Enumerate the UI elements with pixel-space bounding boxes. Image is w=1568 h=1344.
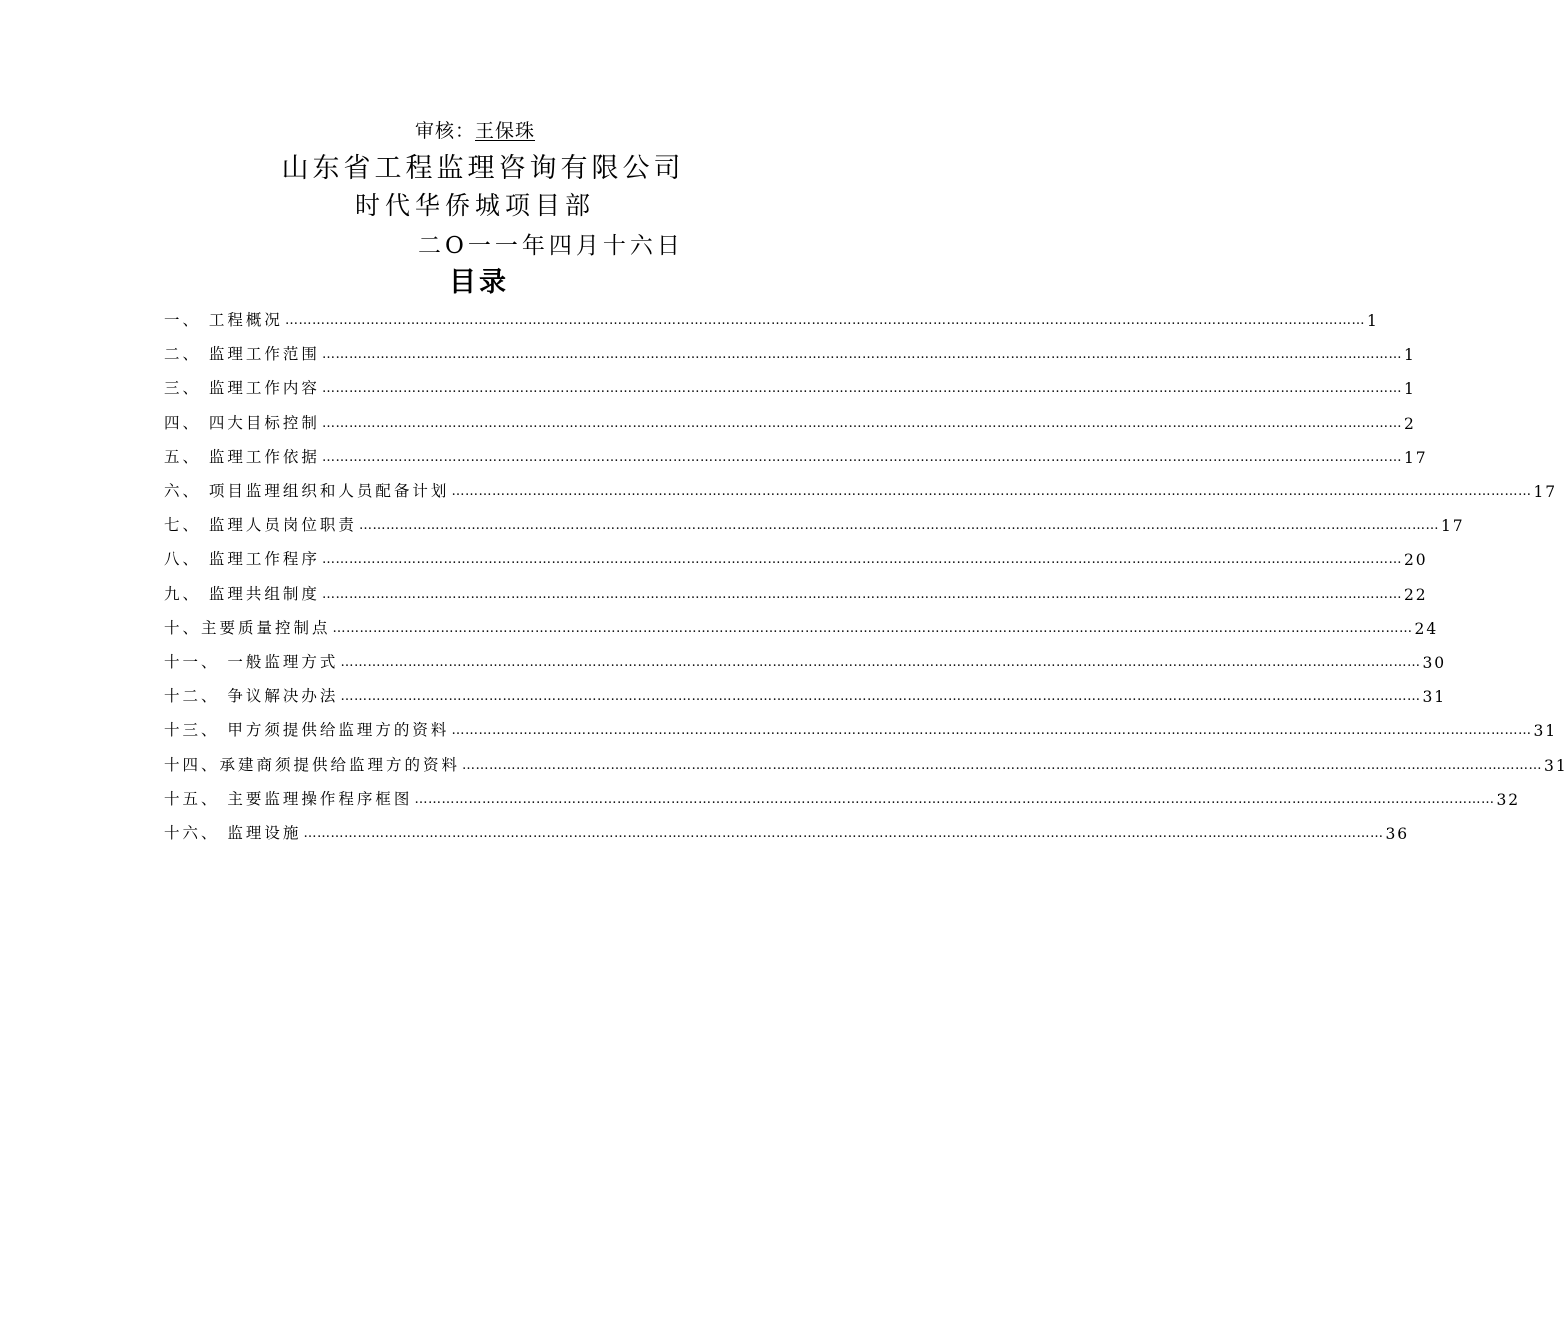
- toc-dot-leader: ……………………………………………………………………………………………………………………………………………………………………………………………………………………: [321, 381, 1402, 397]
- toc-item[interactable]: [164, 612, 1439, 638]
- toc-item-page: 32: [1496, 790, 1521, 809]
- toc-item[interactable]: [164, 680, 1447, 707]
- toc-item-page: 31: [1533, 722, 1558, 741]
- toc-item[interactable]: [164, 714, 1558, 741]
- toc-dot-leader: ……………………………………………………………………………………………………………………………………………………………………………………………………………………: [332, 620, 1413, 636]
- toc-item[interactable]: [164, 646, 1447, 672]
- reviewer-name: 王保珠: [475, 120, 536, 142]
- toc-item-page: 36: [1385, 825, 1410, 843]
- toc-item-label: 十一、 一般监理方式: [164, 653, 339, 671]
- toc-item-page: 17: [1533, 483, 1558, 501]
- toc-item-label: 八、 监理工作程序: [164, 550, 320, 569]
- reviewer-line: [0, 116, 950, 143]
- toc-item-page: 24: [1414, 619, 1439, 638]
- toc-item-page: 1: [1366, 312, 1379, 330]
- toc-item-label: 六、 项目监理组织和人员配备计划: [164, 482, 450, 500]
- toc-item-label: 七、 监理人员岗位职责: [164, 516, 357, 535]
- toc-item[interactable]: [164, 475, 1558, 501]
- toc-dot-leader: ……………………………………………………………………………………………………………………………………………………………………………………………………………………: [284, 313, 1365, 328]
- toc-item-page: 20: [1403, 551, 1428, 570]
- toc-item-label: 九、 监理共组制度: [164, 584, 320, 603]
- toc-item-label: 十三、 甲方须提供给监理方的资料: [164, 721, 450, 740]
- toc-item-label: 十五、 主要监理操作程序框图: [164, 789, 413, 808]
- toc-dot-leader: ……………………………………………………………………………………………………………………………………………………………………………………………………………………: [414, 791, 1495, 807]
- toc-item-page: 31: [1544, 756, 1568, 775]
- toc-item[interactable]: [164, 749, 1568, 775]
- toc-item-page: 31: [1422, 688, 1447, 707]
- company-name: 山东省工程监理咨询有限公司: [281, 153, 685, 184]
- project-department: 时代华侨城项目部: [354, 191, 595, 220]
- toc-dot-leader: ……………………………………………………………………………………………………………………………………………………………………………………………………………………: [321, 415, 1402, 431]
- toc-dot-leader: ……………………………………………………………………………………………………………………………………………………………………………………………………………………: [340, 689, 1421, 705]
- toc-item-page: 30: [1422, 654, 1447, 672]
- toc-item-page: 17: [1440, 517, 1465, 536]
- toc-item[interactable]: [164, 441, 1428, 467]
- toc-item[interactable]: [164, 338, 1416, 365]
- toc-item-label: 一、 工程概况: [164, 311, 283, 329]
- toc-item-page: 2: [1403, 414, 1416, 433]
- toc-dot-leader: ……………………………………………………………………………………………………………………………………………………………………………………………………………………: [321, 347, 1402, 363]
- toc-item-label: 二、 监理工作范围: [164, 345, 320, 364]
- toc-item[interactable]: [164, 783, 1521, 809]
- toc-item-label: 三、 监理工作内容: [164, 379, 320, 398]
- toc-item[interactable]: [164, 509, 1465, 536]
- toc-item-label: 十二、 争议解决办法: [164, 687, 339, 706]
- toc-item-label: 四、 四大目标控制: [164, 413, 320, 432]
- toc-dot-leader: ……………………………………………………………………………………………………………………………………………………………………………………………………………………: [451, 484, 1532, 499]
- toc-dot-leader: ……………………………………………………………………………………………………………………………………………………………………………………………………………………: [462, 757, 1543, 773]
- toc-item[interactable]: [164, 372, 1416, 399]
- toc-item-label: 十四、承建商须提供给监理方的资料: [164, 755, 461, 774]
- toc-dot-leader: ……………………………………………………………………………………………………………………………………………………………………………………………………………………: [358, 518, 1439, 534]
- toc-item-page: 17: [1403, 448, 1428, 467]
- toc-dot-leader: ……………………………………………………………………………………………………………………………………………………………………………………………………………………: [340, 655, 1421, 670]
- toc-item[interactable]: [164, 578, 1428, 604]
- toc-item-page: 1: [1403, 346, 1416, 365]
- toc-item-page: 1: [1403, 380, 1416, 399]
- toc-dot-leader: ……………………………………………………………………………………………………………………………………………………………………………………………………………………: [321, 586, 1402, 602]
- toc-item[interactable]: [164, 543, 1428, 570]
- toc-dot-leader: ……………………………………………………………………………………………………………………………………………………………………………………………………………………: [321, 449, 1402, 465]
- toc-dot-leader: ……………………………………………………………………………………………………………………………………………………………………………………………………………………: [321, 552, 1402, 568]
- toc-item[interactable]: [164, 407, 1416, 433]
- toc-dot-leader: ……………………………………………………………………………………………………………………………………………………………………………………………………………………: [451, 723, 1532, 739]
- toc-dot-leader: ……………………………………………………………………………………………………………………………………………………………………………………………………………………: [303, 826, 1384, 841]
- toc-item[interactable]: [164, 304, 1379, 330]
- document-date: 二O一一年四月十六日: [418, 233, 684, 259]
- toc-item-label: 十六、 监理设施: [164, 824, 302, 842]
- toc-item[interactable]: [164, 817, 1410, 843]
- toc-item-label: 十、主要质量控制点: [164, 618, 331, 637]
- toc-item-page: 22: [1403, 585, 1428, 604]
- toc-item-label: 五、 监理工作依据: [164, 447, 320, 466]
- reviewer-label: 审核：: [414, 120, 475, 142]
- toc-title: 目录: [449, 267, 509, 298]
